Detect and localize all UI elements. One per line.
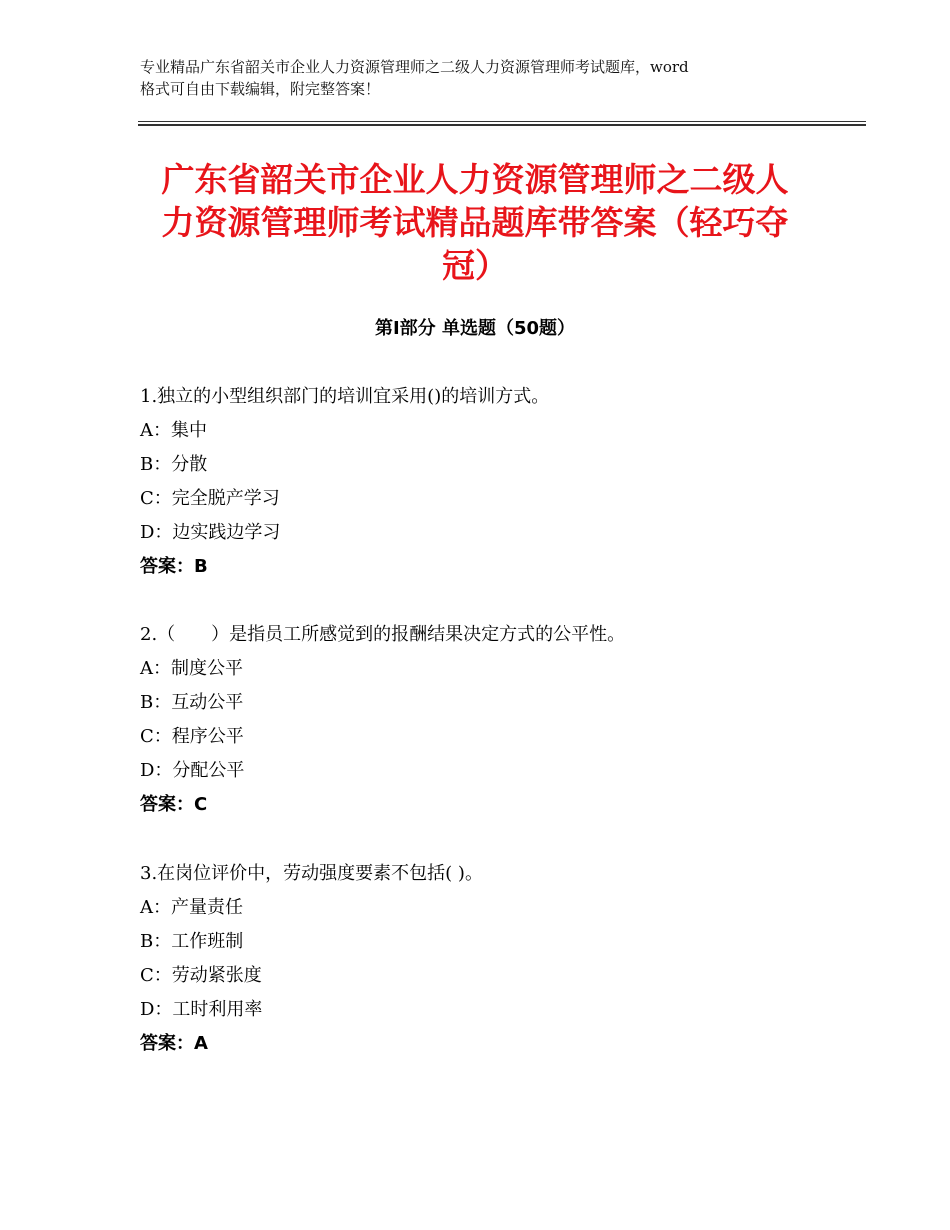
option-d: D：边实践边学习 <box>140 522 281 543</box>
option-d: D：工时利用率 <box>140 999 263 1020</box>
document-title-line-1: 广东省韶关市企业人力资源管理师之二级人 <box>161 160 789 199</box>
option-a: A：集中 <box>140 420 207 441</box>
document-title <box>120 158 830 287</box>
header-rule-thin <box>138 121 866 122</box>
option-c: C：劳动紧张度 <box>140 965 262 986</box>
question-3 <box>140 857 840 1061</box>
option-a: A：产量责任 <box>140 897 243 918</box>
document-title-line-2: 力资源管理师考试精品题库带答案（轻巧夺 <box>161 203 789 242</box>
question-2 <box>140 618 840 822</box>
option-b: B：互动公平 <box>140 692 244 713</box>
header-note <box>140 56 840 100</box>
option-c: C：程序公平 <box>140 726 244 747</box>
option-c: C：完全脱产学习 <box>140 488 280 509</box>
answer: 答案：C <box>140 794 208 815</box>
header-rule-thick <box>138 124 866 126</box>
option-d: D：分配公平 <box>140 760 245 781</box>
answer: 答案：A <box>140 1033 208 1054</box>
answer: 答案：B <box>140 556 208 577</box>
question-stem: 2.（ ）是指员工所感觉到的报酬结果决定方式的公平性。 <box>140 624 626 645</box>
section-title: 第Ⅰ部分 单选题（50题） <box>374 318 575 339</box>
option-a: A：制度公平 <box>140 658 243 679</box>
option-b: B：分散 <box>140 454 208 475</box>
question-stem: 1.独立的小型组织部门的培训宜采用()的培训方式。 <box>140 386 550 407</box>
document-title-line-3: 冠） <box>442 246 508 285</box>
question-stem: 3.在岗位评价中，劳动强度要素不包括( )。 <box>140 863 483 884</box>
header-note-line-1: 专业精品广东省韶关市企业人力资源管理师之二级人力资源管理师考试题库，word <box>140 58 689 76</box>
header-note-line-2: 格式可自由下载编辑，附完整答案！ <box>140 80 381 98</box>
option-b: B：工作班制 <box>140 931 244 952</box>
question-1 <box>140 380 840 584</box>
